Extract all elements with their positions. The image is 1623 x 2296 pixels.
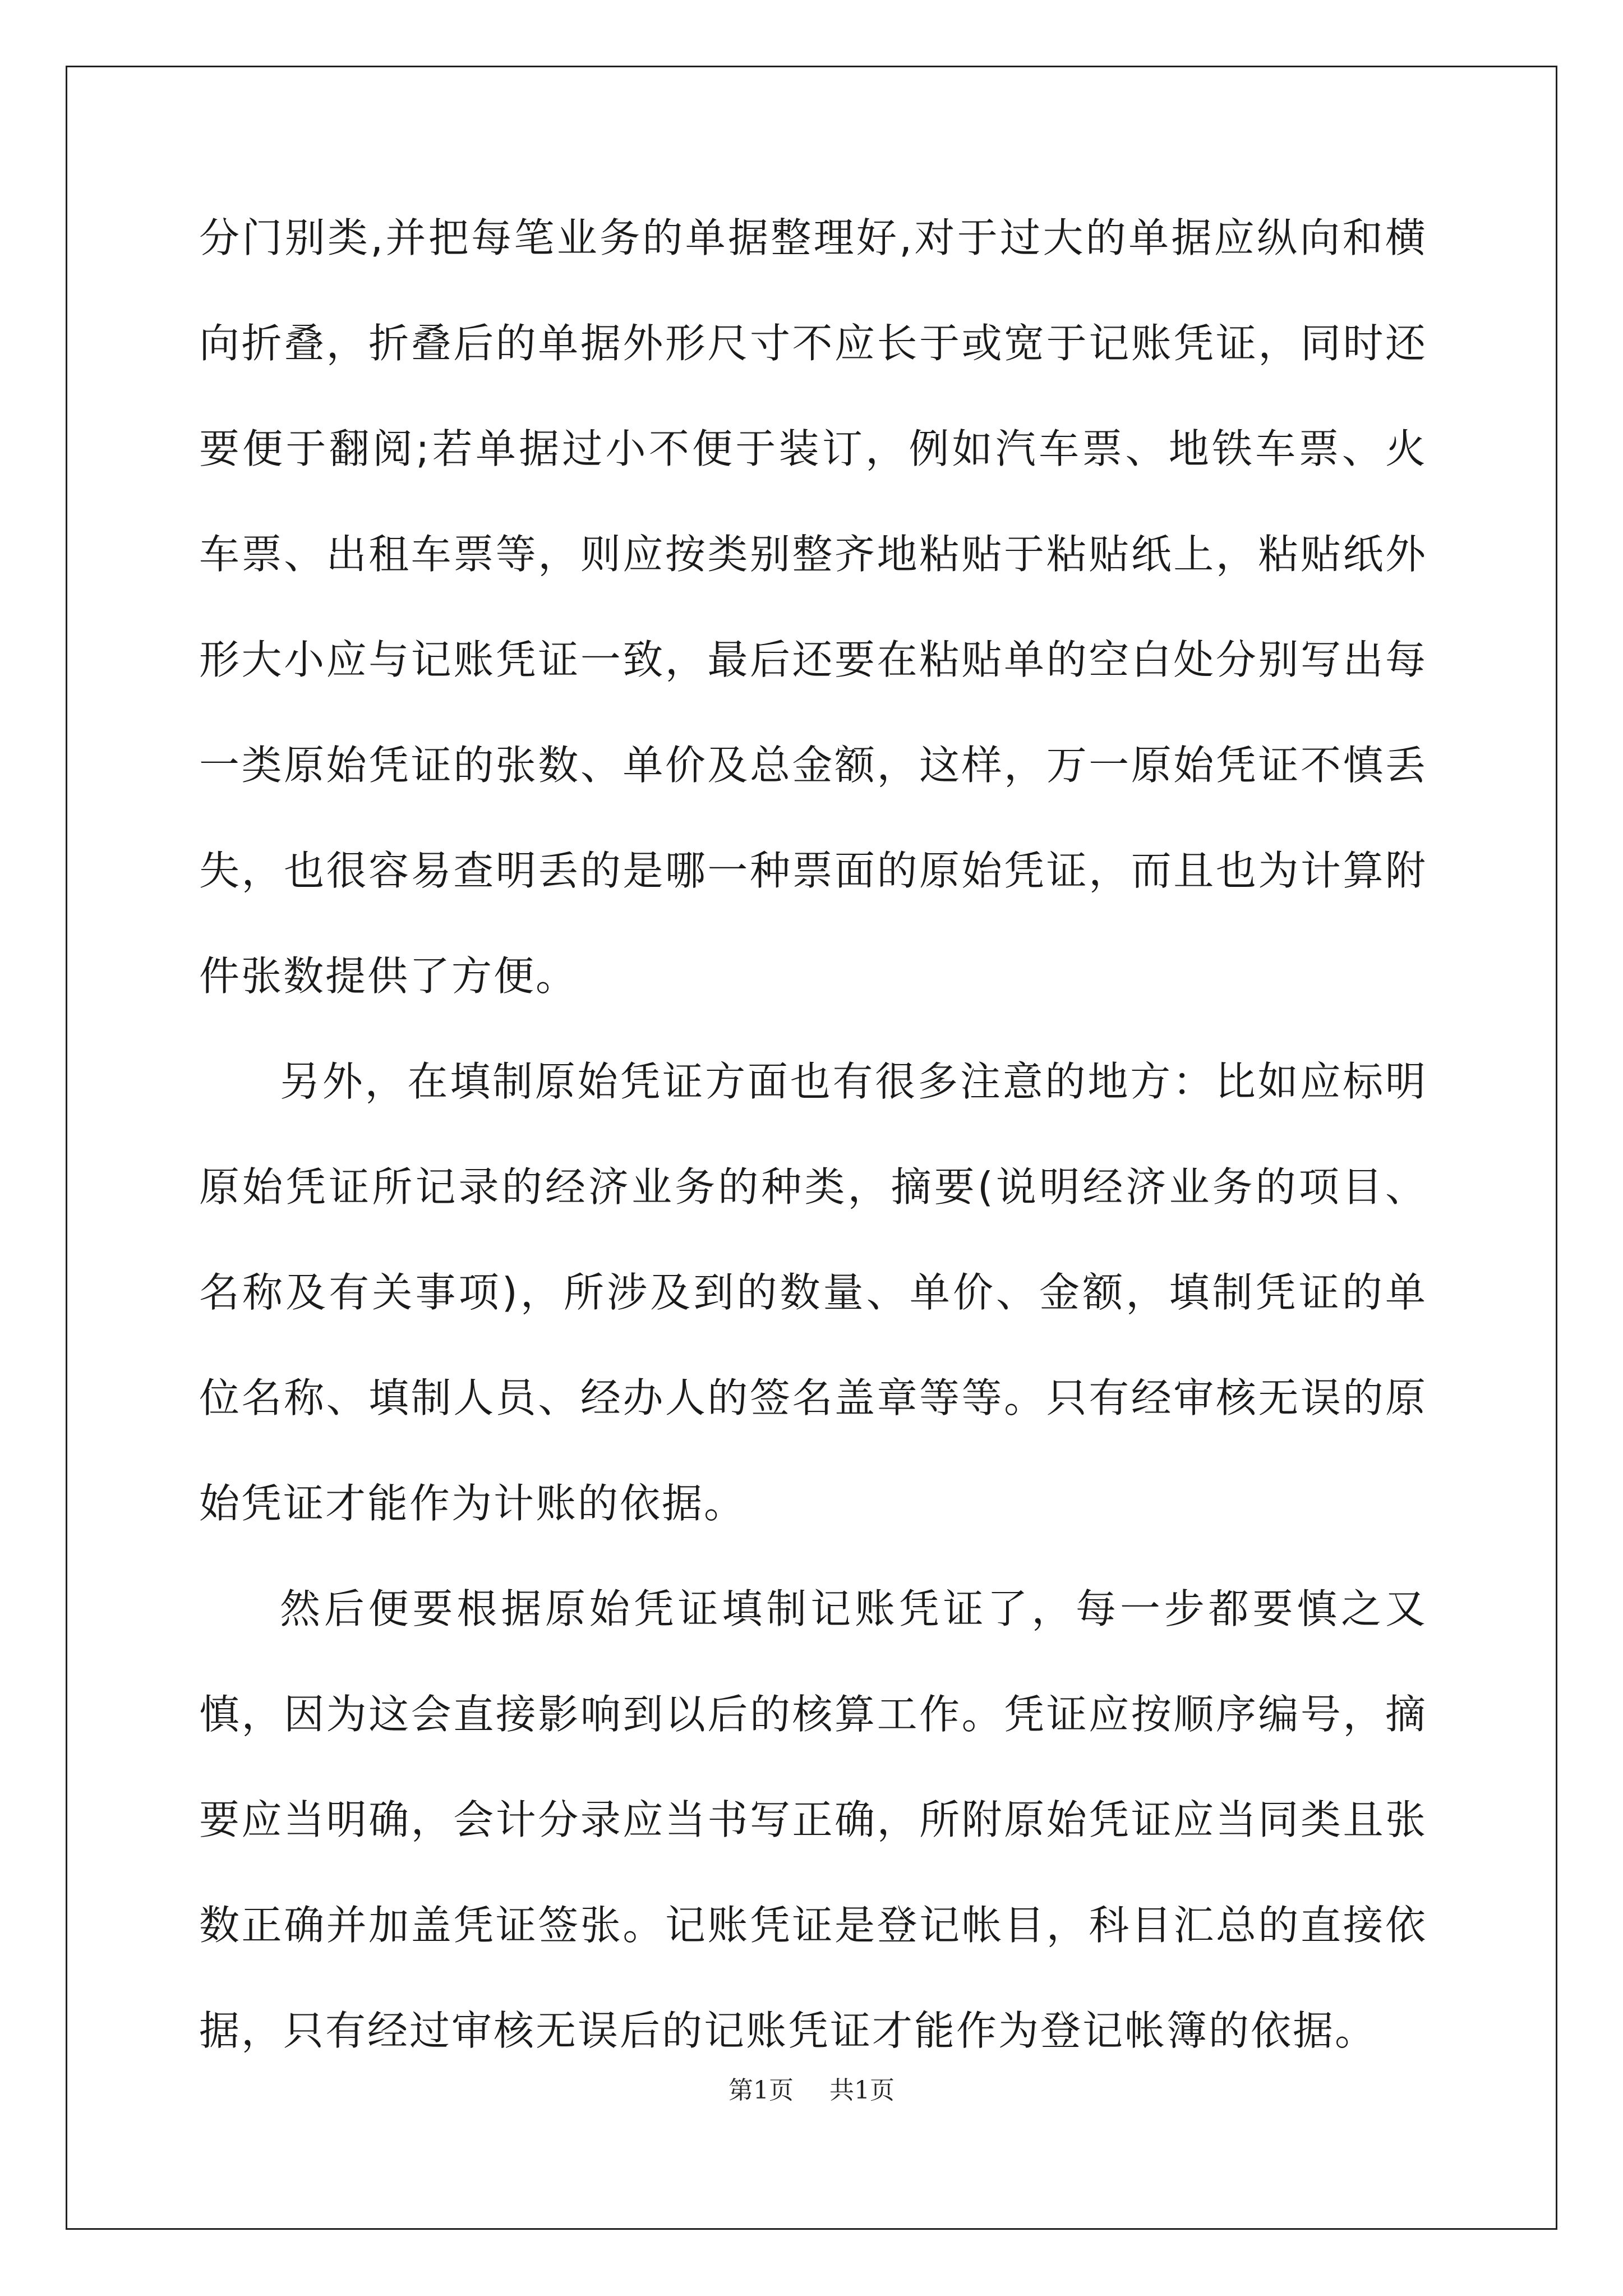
document-body: [199, 185, 1427, 2083]
paragraph-1: 分门别类,并把每笔业务的单据整理好,对于过大的单据应纵向和横向折叠，折叠后的单据外形尺寸不应长于或宽于记账凭证，同时还要便于翻阅;若单据过小不便于装订，例如汽车票、地铁车票、火车票、出租车票等，则应按类别整齐地粘贴于粘贴纸上，粘贴纸外形大小应与记账凭证一致，最后还要在粘贴单的空白处分别写出每一类原始凭证的张数、单价及总金额，这样，万一原始凭证不慎丢失，也很容易查明丢的是哪一种票面的原始凭证，而且也为计算附件张数提供了方便。: [199, 214, 1427, 1000]
paragraph-2: 另外，在填制原始凭证方面也有很多注意的地方：比如应标明原始凭证所记录的经济业务的种类，摘要(说明经济业务的项目、名称及有关事项)，所涉及到的数量、单价、金额，填制凭证的单位名称、填制人员、经办人的签名盖章等等。只有经审核无误的原始凭证才能作为计账的依据。: [199, 1058, 1427, 1527]
page-footer: [0, 2070, 1623, 2106]
page-number: 第1页: [728, 2076, 794, 2105]
paragraph-3: 然后便要根据原始凭证填制记账凭证了，每一步都要慎之又慎，因为这会直接影响到以后的核算工作。凭证应按顺序编号，摘要应当明确，会计分录应当书写正确，所附原始凭证应当同类且张数正确并加盖凭证签张。记账凭证是登记帐目，科目汇总的直接依据，只有经过审核无误后的记账凭证才能作为登记帐簿的依据。: [199, 1585, 1427, 2054]
page-total: 共1页: [829, 2076, 895, 2105]
